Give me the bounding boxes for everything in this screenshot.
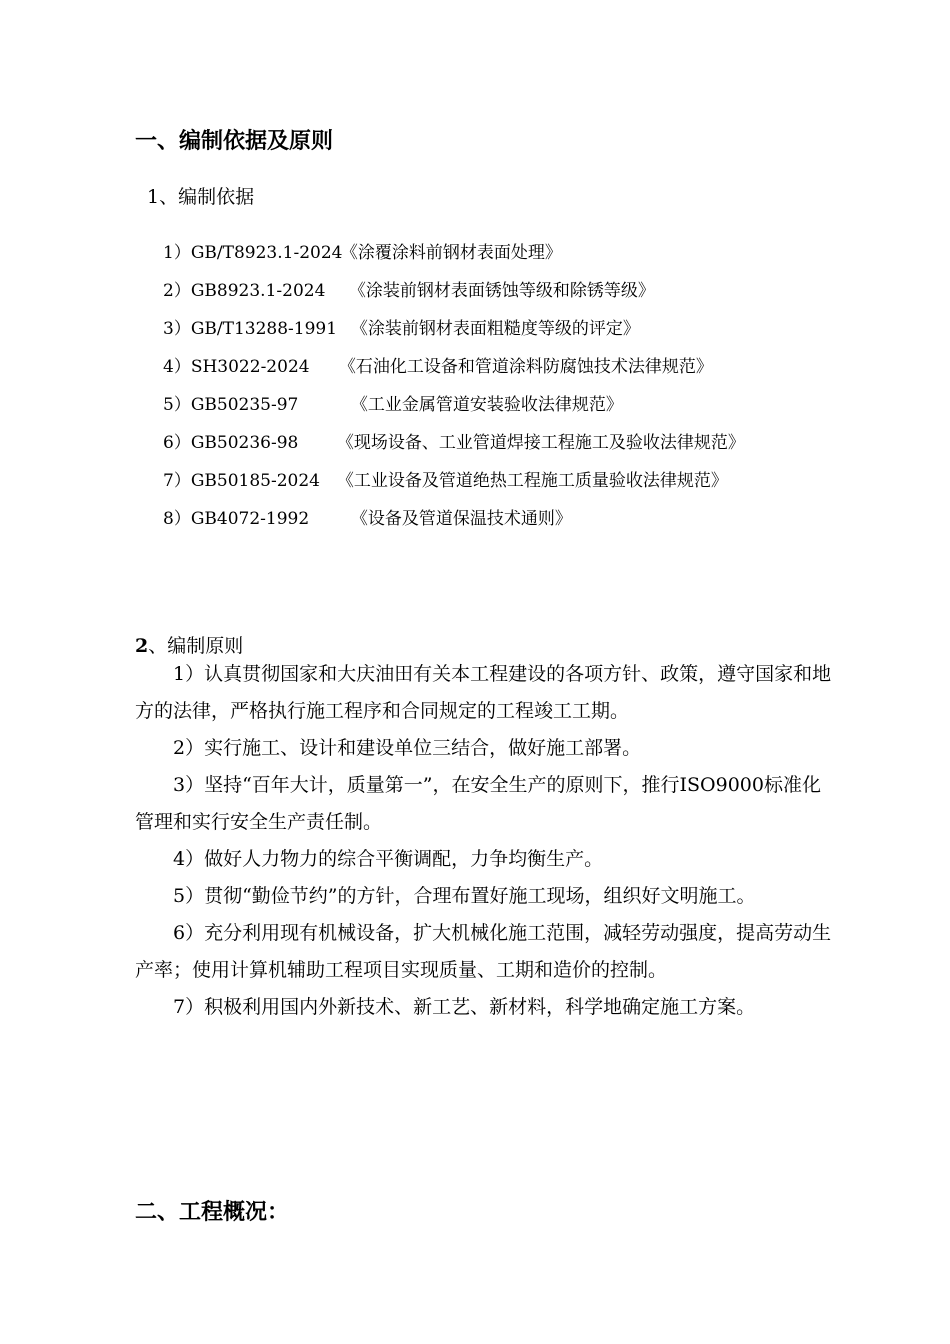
subsection-label: 、编制原则 [148,635,244,657]
principle-item: 2）实行施工、设计和建设单位三结合，做好施工部署。 [173,737,642,759]
reference-code: GB/T8923.1-2024 [190,243,343,263]
subsection-principles-title [135,631,243,658]
principle-item: 1）认真贯彻国家和大庆油田有关本工程建设的各项方针、政策，遵守国家和地方的法律，严格执行施工程序和合同规定的工程竣工工期。 [135,663,832,722]
reference-number: 1） [163,243,191,263]
section-1-title: 一、编制依据及原则 [135,129,334,154]
reference-number: 3） [163,319,191,339]
reference-number: 5） [163,395,191,415]
reference-item [163,390,623,415]
subsection-number: 2 [135,635,149,657]
section-2-title: 二、工程概况： [135,1200,290,1225]
reference-name: 《工业金属管道安装验收法律规范》 [350,395,623,415]
principle-item: 5）贯彻“勤俭节约”的方针，合理布置好施工现场，组织好文明施工。 [173,885,756,907]
reference-name: 《工业设备及管道绝热工程施工质量验收法律规范》 [336,471,728,491]
reference-item [163,504,572,529]
reference-item [163,314,640,339]
reference-number: 2） [163,281,191,301]
reference-number: 4） [163,357,191,377]
reference-name: 《涂装前钢材表面粗糙度等级的评定》 [350,319,640,339]
reference-name: 《现场设备、工业管道焊接工程施工及验收法律规范》 [336,433,745,453]
reference-code: GB50185-2024 [190,471,320,491]
reference-item [163,428,745,453]
reference-code: GB50235-97 [190,395,299,415]
principle-item: 6）充分利用现有机械设备，扩大机械化施工范围，减轻劳动强度，提高劳动生产率；使用计算机辅助工程项目实现质量、工期和造价的控制。 [135,922,832,981]
reference-name: 《涂装前钢材表面锈蚀等级和除锈等级》 [348,281,655,301]
reference-code: GB50236-98 [190,433,299,453]
reference-code: GB8923.1-2024 [190,281,326,301]
reference-item [163,352,713,377]
reference-code: SH3022-2024 [190,357,310,377]
reference-item [163,276,655,301]
principle-item: 4）做好人力物力的综合平衡调配，力争均衡生产。 [173,848,604,870]
reference-name: 《涂覆涂料前钢材表面处理》 [340,243,562,263]
reference-item [163,466,728,491]
subsection-basis-title: 1、编制依据 [147,186,255,208]
reference-code: GB4072-1992 [190,509,310,529]
reference-code: GB/T13288-1991 [190,319,338,339]
reference-number: 6） [163,433,191,453]
principles-list [135,656,835,1026]
reference-number: 7） [163,471,191,491]
reference-name: 《石油化工设备和管道涂料防腐蚀技术法律规范》 [338,357,713,377]
reference-name: 《设备及管道保温技术通则》 [350,509,572,529]
principle-item: 3）坚持“百年大计，质量第一”，在安全生产的原则下，推行ISO9000标准化管理和实行安全生产责任制。 [135,774,821,833]
reference-item [163,238,562,263]
principle-item: 7）积极利用国内外新技术、新工艺、新材料，科学地确定施工方案。 [173,996,756,1018]
reference-number: 8） [163,509,191,529]
